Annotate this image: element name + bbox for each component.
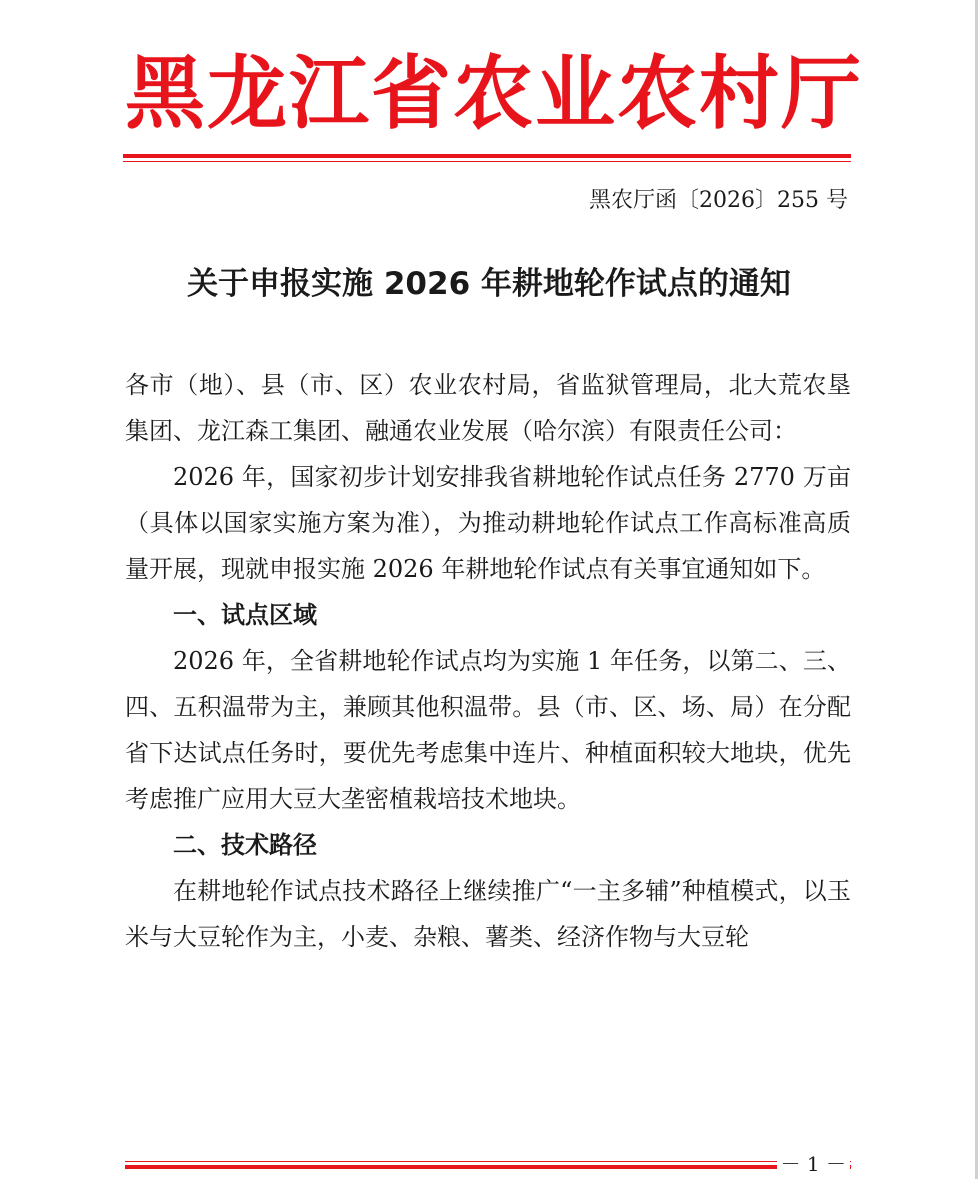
header-rule-thick bbox=[123, 154, 851, 158]
intro-paragraph: 2026 年，国家初步计划安排我省耕地轮作试点任务 2770 万亩（具体以国家实施方案为准），为推动耕地轮作试点工作高标准高质量开展，现就申报实施 2026 年耕地轮作试点有关事宜通知如下。 bbox=[125, 463, 851, 583]
header-red-rule bbox=[123, 154, 851, 162]
document-body bbox=[125, 362, 851, 960]
footer-rule-thin bbox=[125, 1161, 851, 1162]
technical-route-paragraph: 在耕地轮作试点技术路径上继续推广“一主多辅”种植模式，以玉米与大豆轮作为主，小麦、杂粮、薯类、经济作物与大豆轮 bbox=[125, 877, 851, 951]
footer-red-rule bbox=[125, 1161, 851, 1169]
footer-rule-thick bbox=[125, 1165, 851, 1169]
page-number: － 1 － bbox=[777, 1152, 850, 1176]
document-number: 黑农厅函〔2026〕255 号 bbox=[589, 188, 848, 213]
pilot-area-paragraph: 2026 年，全省耕地轮作试点均为实施 1 年任务，以第二、三、四、五积温带为主，兼顾其他积温带。县（市、区、场、局）在分配省下达试点任务时，要优先考虑集中连片、种植面积较大地块，优先考虑推广应用大豆大垄密植栽培技术地块。 bbox=[125, 647, 851, 813]
salutation: 各市（地）、县（市、区）农业农村局，省监狱管理局，北大荒农垦集团、龙江森工集团、融通农业发展（哈尔滨）有限责任公司： bbox=[125, 371, 851, 445]
section-heading-pilot-area: 一、试点区域 bbox=[173, 601, 317, 629]
document-title: 关于申报实施 2026 年耕地轮作试点的通知 bbox=[187, 266, 791, 302]
agency-masthead: 黑龙江省农业农村厅 bbox=[125, 46, 863, 140]
header-rule-thin bbox=[123, 161, 851, 162]
section-heading-technical-route: 二、技术路径 bbox=[173, 831, 317, 859]
